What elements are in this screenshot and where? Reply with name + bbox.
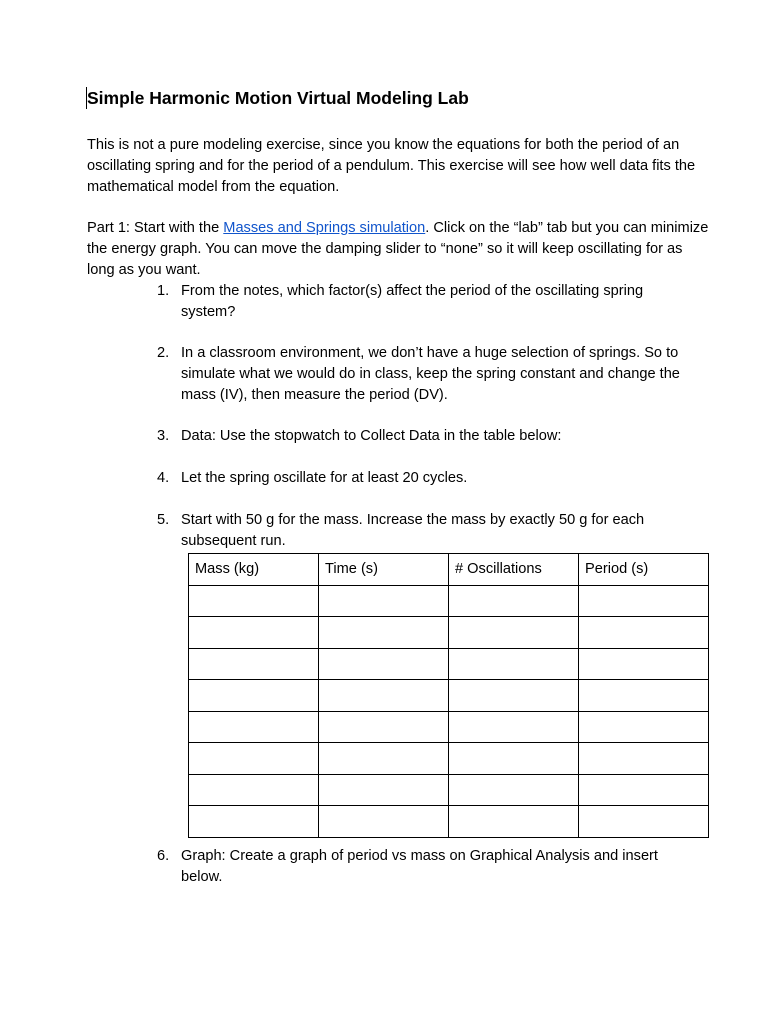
table-cell[interactable]	[449, 774, 579, 806]
table-cell[interactable]	[579, 711, 709, 743]
table-cell[interactable]	[579, 743, 709, 775]
table-cell[interactable]	[579, 806, 709, 838]
table-cell[interactable]	[449, 711, 579, 743]
list-item-number: 4.	[157, 470, 170, 486]
table-row	[189, 617, 709, 649]
masses-springs-simulation-link[interactable]: Masses and Springs simulation	[223, 220, 426, 236]
header-mass: Mass (kg)	[189, 554, 319, 586]
header-oscillations: # Oscillations	[449, 554, 579, 586]
table-cell[interactable]	[189, 711, 319, 743]
list-item-number: 5.	[157, 512, 170, 528]
table-row	[189, 711, 709, 743]
table-cell[interactable]	[449, 806, 579, 838]
list-item-text: Graph: Create a graph of period vs mass on Graphical Analysis and insert below.	[181, 848, 658, 885]
table-cell[interactable]	[189, 806, 319, 838]
table-cell[interactable]	[189, 648, 319, 680]
table-cell[interactable]	[319, 806, 449, 838]
table-cell[interactable]	[189, 585, 319, 617]
header-period: Period (s)	[579, 554, 709, 586]
list-item-text: Data: Use the stopwatch to Collect Data in the table below:	[181, 428, 562, 444]
table-row	[189, 774, 709, 806]
part1-prefix: Part 1: Start with the	[87, 220, 224, 236]
table-row	[189, 743, 709, 775]
table-cell[interactable]	[319, 774, 449, 806]
table-row	[189, 648, 709, 680]
list-item-number: 3.	[157, 428, 170, 444]
table-cell[interactable]	[189, 617, 319, 649]
table-cell[interactable]	[579, 585, 709, 617]
table-cell[interactable]	[319, 711, 449, 743]
table-cell[interactable]	[579, 648, 709, 680]
data-table	[188, 553, 709, 838]
table-cell[interactable]	[449, 617, 579, 649]
table-cell[interactable]	[319, 743, 449, 775]
list-item-text: Start with 50 g for the mass. Increase the mass by exactly 50 g for each subsequent run.	[181, 512, 645, 549]
intro-paragraph: This is not a pure modeling exercise, since you know the equations for both the period of an oscillating spring and for the period of a pendulum. This exercise will see how well data fits the mathematical model from the equation.	[87, 137, 696, 195]
list-item-number: 1.	[157, 283, 170, 299]
table-body	[189, 585, 709, 837]
table-cell[interactable]	[319, 585, 449, 617]
table-cell[interactable]	[189, 743, 319, 775]
part1-suffix: . Click on the “lab” tab but you can minimize the energy graph. You can move the damping slider to “none” so it will keep oscillating for as long as you want.	[87, 220, 709, 278]
table-row	[189, 585, 709, 617]
table-cell[interactable]	[189, 774, 319, 806]
list-item-number: 6.	[157, 848, 170, 864]
table-cell[interactable]	[579, 774, 709, 806]
table-cell[interactable]	[579, 617, 709, 649]
list-item-text: Let the spring oscillate for at least 20 cycles.	[181, 470, 468, 486]
page-title: Simple Harmonic Motion Virtual Modeling Lab	[87, 88, 469, 108]
list-item-number: 2.	[157, 345, 170, 361]
table-cell[interactable]	[449, 680, 579, 712]
table-cell[interactable]	[319, 680, 449, 712]
table-cell[interactable]	[449, 743, 579, 775]
table-header-row	[189, 554, 709, 586]
list-item-text: From the notes, which factor(s) affect the period of the oscillating spring system?	[181, 283, 644, 320]
table-cell[interactable]	[319, 648, 449, 680]
table-row	[189, 680, 709, 712]
part1-paragraph	[87, 218, 712, 281]
header-time: Time (s)	[319, 554, 449, 586]
table-row	[189, 806, 709, 838]
table-cell[interactable]	[449, 648, 579, 680]
table-cell[interactable]	[319, 617, 449, 649]
list-item-text: In a classroom environment, we don’t have a huge selection of springs. So to simulate what we would do in class, keep the spring constant and change the mass (IV), then measure the period (DV).	[181, 345, 680, 403]
table-cell[interactable]	[449, 585, 579, 617]
table-cell[interactable]	[189, 680, 319, 712]
table-cell[interactable]	[579, 680, 709, 712]
